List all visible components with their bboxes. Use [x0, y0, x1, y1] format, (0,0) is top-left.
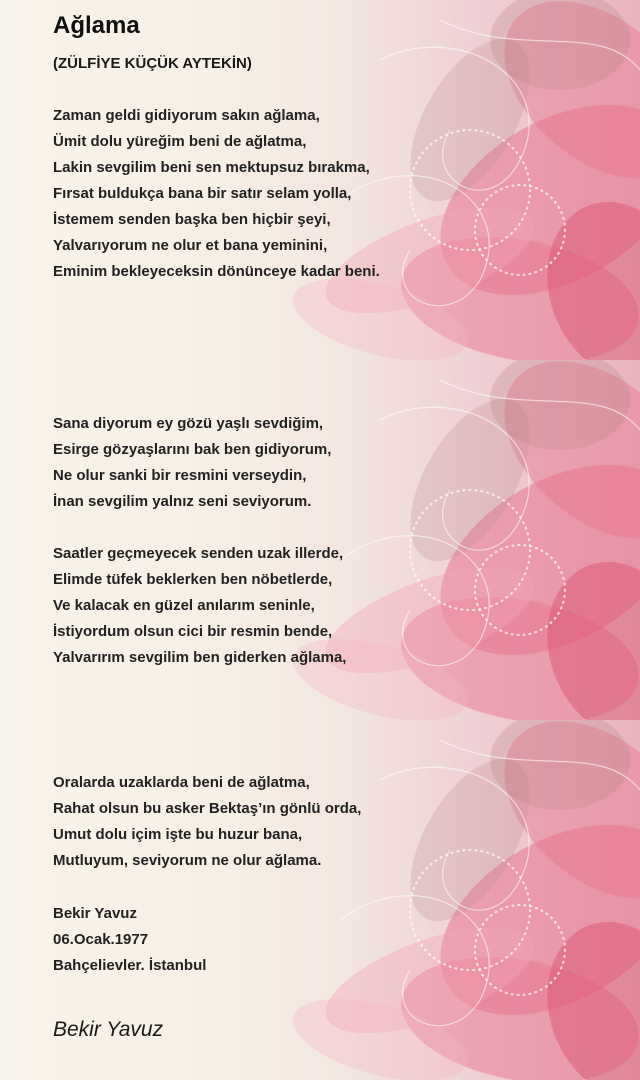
author-name: Bekir Yavuz	[53, 905, 137, 922]
poem-line: Elimde tüfek beklerken ben nöbetlerde,	[53, 571, 333, 588]
poem-line: Esirge gözyaşlarını bak ben gidiyorum,	[53, 441, 332, 458]
poem-footer	[53, 901, 206, 979]
poem-line: Yalvarıyorum ne olur et bana yeminini,	[53, 237, 328, 254]
poem-line: Sana diyorum ey gözü yaşlı sevdiğim,	[53, 415, 324, 432]
poem-date: 06.Ocak.1977	[53, 931, 149, 948]
poem-line: İstiyordum olsun cici bir resmin bende,	[53, 623, 333, 640]
poem-line: Saatler geçmeyecek senden uzak illerde,	[53, 545, 344, 562]
poem-line: Zaman geldi gidiyorum sakın ağlama,	[53, 107, 320, 124]
poem-line: Yalvarırım sevgilim ben giderken ağlama,	[53, 649, 347, 666]
stanza-3	[53, 541, 346, 671]
poem-dedication: (ZÜLFİYE KÜÇÜK AYTEKİN)	[53, 55, 252, 72]
poem-line: Rahat olsun bu asker Bektaş’ın gönlü orda,	[53, 800, 362, 817]
author-signature: Bekir Yavuz	[53, 1018, 164, 1041]
stanza-2	[53, 411, 331, 515]
poem-line: İstemem senden başka ben hiçbir şeyi,	[53, 211, 331, 228]
poem-title: Ağlama	[53, 12, 140, 39]
poem-line: Ne olur sanki bir resmini verseydin,	[53, 467, 307, 484]
poem-place: Bahçelievler. İstanbul	[53, 957, 207, 974]
poem-line: Mutluyum, seviyorum ne olur ağlama.	[53, 852, 322, 869]
poem-line: Ve kalacak en güzel anılarım seninle,	[53, 597, 315, 614]
poem-line: Eminim bekleyeceksin dönünceye kadar beni.	[53, 263, 380, 280]
poem-line: Ümit dolu yüreğim beni de ağlatma,	[53, 133, 307, 150]
poem-line: İnan sevgilim yalnız seni seviyorum.	[53, 493, 312, 510]
poem-line: Fırsat buldukça bana bir satır selam yolla,	[53, 185, 352, 202]
stanza-4	[53, 770, 361, 874]
poem-line: Umut dolu içim işte bu huzur bana,	[53, 826, 303, 843]
stanza-1	[53, 103, 380, 285]
poem-line: Lakin sevgilim beni sen mektupsuz bırakma,	[53, 159, 370, 176]
poem-line: Oralarda uzaklarda beni de ağlatma,	[53, 774, 310, 791]
